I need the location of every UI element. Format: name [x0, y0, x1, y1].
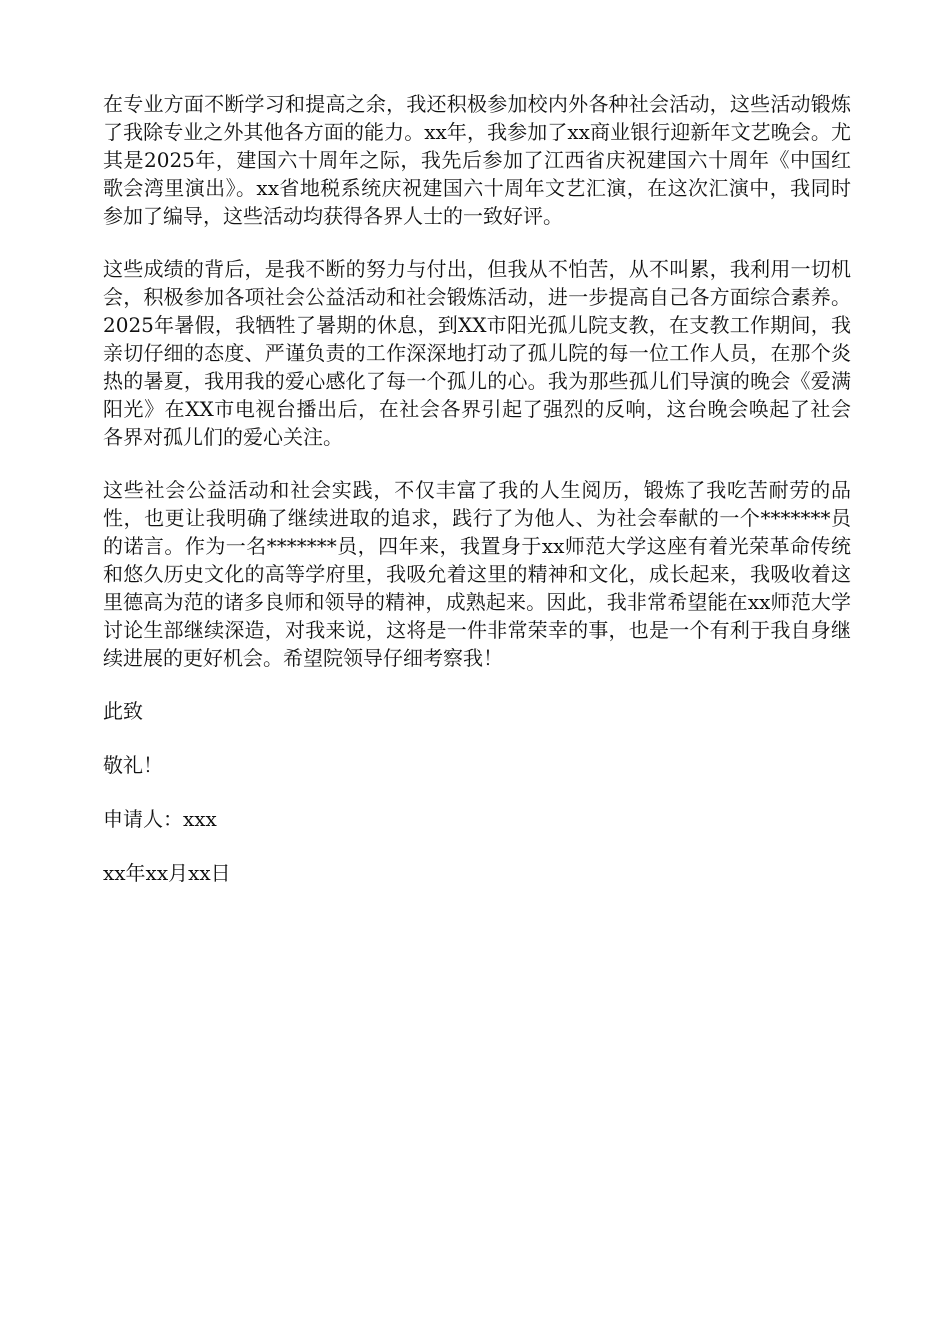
- letter-body: [103, 90, 851, 913]
- applicant-signature: 申请人：xxx: [103, 807, 217, 831]
- closing-salutation: 此致: [103, 699, 143, 723]
- letter-date: xx年xx月xx日: [103, 861, 231, 885]
- paragraph-activities: 在专业方面不断学习和提高之余，我还积极参加校内外各种社会活动，这些活动锻炼了我除专业之外其他各方面的能力。xx年，我参加了xx商业银行迎新年文艺晚会。尤其是2025年，建国六十周年之际，我先后参加了江西省庆祝建国六十周年《中国红歌会湾里演出》。xx省地税系统庆祝建国六十周年文艺汇演，在这次汇演中，我同时参加了编导，这些活动均获得各界人士的一致好评。: [103, 92, 851, 228]
- closing-regards: 敬礼！: [103, 753, 163, 777]
- paragraph-aspiration: 这些社会公益活动和社会实践，不仅丰富了我的人生阅历，锻炼了我吃苦耐劳的品性，也更让我明确了继续进取的追求，践行了为他人、为社会奉献的一个*******员的诺言。作为一名*******员，四年来，我置身于xx师范大学这座有着光荣革命传统和悠久历史文化的高等学府里，我吸允着这里的精神和文化，成长起来，我吸收着这里德高为范的诸多良师和领导的精神，成熟起来。因此，我非常希望能在xx师范大学讨论生部继续深造，对我来说，这将是一件非常荣幸的事，也是一个有利于我自身继续进展的更好机会。希望院领导仔细考察我！: [103, 478, 851, 670]
- paragraph-achievements: 这些成绩的背后，是我不断的努力与付出，但我从不怕苦，从不叫累，我利用一切机会，积极参加各项社会公益活动和社会锻炼活动，进一步提高自己各方面综合素养。2025年暑假，我牺牲了暑期的休息，到XX市阳光孤儿院支教，在支教工作期间，我亲切仔细的态度、严谨负责的工作深深地打动了孤儿院的每一位工作人员，在那个炎热的暑夏，我用我的爱心感化了每一个孤儿的心。我为那些孤儿们导演的晚会《爱满阳光》在XX市电视台播出后，在社会各界引起了强烈的反响，这台晚会唤起了社会各界对孤儿们的爱心关注。: [103, 257, 851, 449]
